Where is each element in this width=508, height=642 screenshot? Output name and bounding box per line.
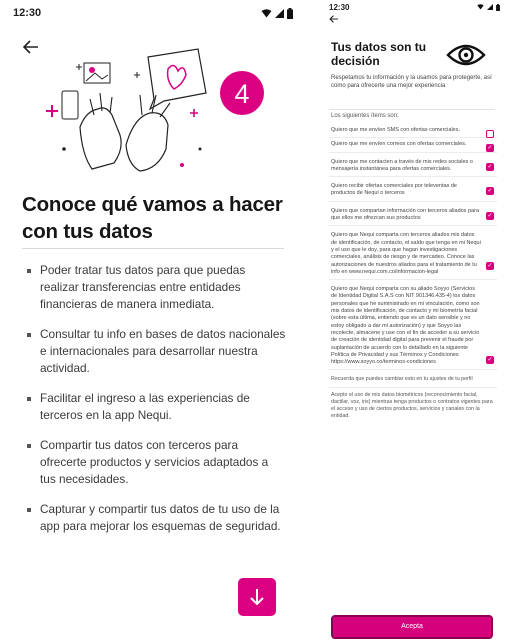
consent-checkbox[interactable]: ✓ [487, 212, 493, 219]
consent-item-aliados[interactable] [329, 226, 497, 280]
consent-item-soyyo[interactable] [329, 280, 497, 370]
arrow-down-icon [249, 588, 265, 606]
consent-checkbox[interactable]: ✓ [487, 263, 493, 270]
consent-text: Quiero que me envíen SMS con ofertas comerciales. [331, 127, 461, 133]
status-bar [0, 0, 306, 26]
consent-checkbox[interactable] [486, 130, 494, 138]
wifi-icon [261, 9, 272, 18]
privacy-illustration [40, 45, 286, 185]
consent-checkbox[interactable]: ✓ [487, 357, 493, 364]
biometric-text: Acepto el uso de mis datos biométricos (reconocimiento facial, dactilar, voz, iris) mientras tenga productos o contratos vigentes para el acceso y uso de ciertos productos, servicios y canales con la entidad. [331, 392, 493, 420]
page-title: Tus datos son tu decisión [331, 40, 427, 68]
page-title: Conoce qué vamos a hacer con tus datos [22, 193, 283, 243]
divider [22, 248, 284, 249]
consent-text: Quiero recibir ofertas comerciales por televentas de productos de Nequi o terceros [331, 183, 457, 197]
list-item: Compartir tus datos con terceros para ofrecerte productos y servicios adaptados a tus necesidades. [26, 437, 286, 488]
items-subtitle: Los siguientes ítems son: [331, 113, 399, 119]
consent-screen [319, 0, 508, 642]
consent-item-sms[interactable] [329, 124, 497, 138]
list-item: Facilitar el ingreso a las experiencias de terceros en la app Nequi. [26, 390, 286, 424]
settings-note: Recuerda que puedes cambiar esto en tu ajustes de tu perfil [329, 370, 497, 388]
consent-checkbox[interactable]: ✓ [487, 188, 493, 195]
consent-text: Quiero que Nequi comparta con terceros aliados mis datos de identificación, de contacto, el saldo que tenga en mi Nequi y el uso que le doy, para que hagan investigaciones comerciales, análisis de riesgo y de mercadeo. Conoce las autorizaciones de nuestros aliados para el tratamiento de tu info en www.nequi.com.co/informacion-legal [331, 232, 481, 275]
consent-text: Quiero que me contacten a través de mis redes sociales o mensajería instantánea para ofertas comerciales. [331, 158, 473, 172]
status-time: 12:30 [13, 7, 42, 19]
step-number: 4 [234, 79, 250, 109]
consent-item-email[interactable] [329, 138, 497, 152]
uses-list [26, 262, 286, 548]
consent-item-social[interactable] [329, 153, 497, 178]
consent-checkbox[interactable]: ✓ [487, 163, 493, 170]
list-item: Poder tratar tus datos para que puedas realizar transferencias entre entidades financieras de manera inmediata. [26, 262, 286, 313]
intro-text: Respetamos tu información y la usamos para protegerte, así como para ofrecerte una mejor experiencia [331, 75, 492, 89]
status-bar [319, 0, 508, 14]
consent-text: Quiero que me envíen correos con ofertas comerciales. [331, 141, 467, 148]
consent-item-terceros[interactable] [329, 202, 497, 227]
divider [329, 109, 495, 110]
battery-icon [496, 4, 500, 11]
eye-icon [446, 43, 486, 67]
signal-icon [487, 4, 493, 10]
wifi-icon [477, 4, 484, 10]
list-item: Capturar y compartir tus datos de tu uso de la app para mejorar los esquemas de seguridad. [26, 501, 286, 535]
status-time: 12:30 [329, 2, 350, 12]
battery-icon [287, 8, 293, 19]
scroll-down-button[interactable] [238, 578, 276, 616]
consent-text: Quiero que compartan información con terceros aliados para que ellos me ofrezcan sus productos [331, 207, 479, 222]
accept-button[interactable]: Acepta [331, 615, 493, 639]
back-arrow-icon[interactable] [329, 14, 339, 27]
list-item: Consultar tu info en bases de datos nacionales e internacionales para desarrollar nuestra actividad. [26, 326, 286, 377]
consent-checkbox[interactable]: ✓ [487, 145, 493, 152]
signal-icon [275, 9, 284, 18]
consent-list [329, 124, 497, 424]
consent-text: Quiero que Nequi comparta con su aliado Soyyo (Servicios de Identidad Digital S.A.S con NIT 901346.435-4) los datos personales que he suministrado en mi vinculación, como son mis datos de identificación, de contacto y mi biometría facial (sobre esta última, entiendo que es un dato sensible y no estoy obligado a dar mi autorización) y que Soyyo las recolecte, almacene y use con el fin de acceder a su servicio de creación de identidad digital para prevenir el fraude por suplantación de acuerdo con lo detallado en la siguiente Política de Privacidad y sus Términos y Condiciones https://www.soyyo.co/terminos-condiciones [331, 286, 480, 366]
consent-item-televentas[interactable] [329, 177, 497, 202]
